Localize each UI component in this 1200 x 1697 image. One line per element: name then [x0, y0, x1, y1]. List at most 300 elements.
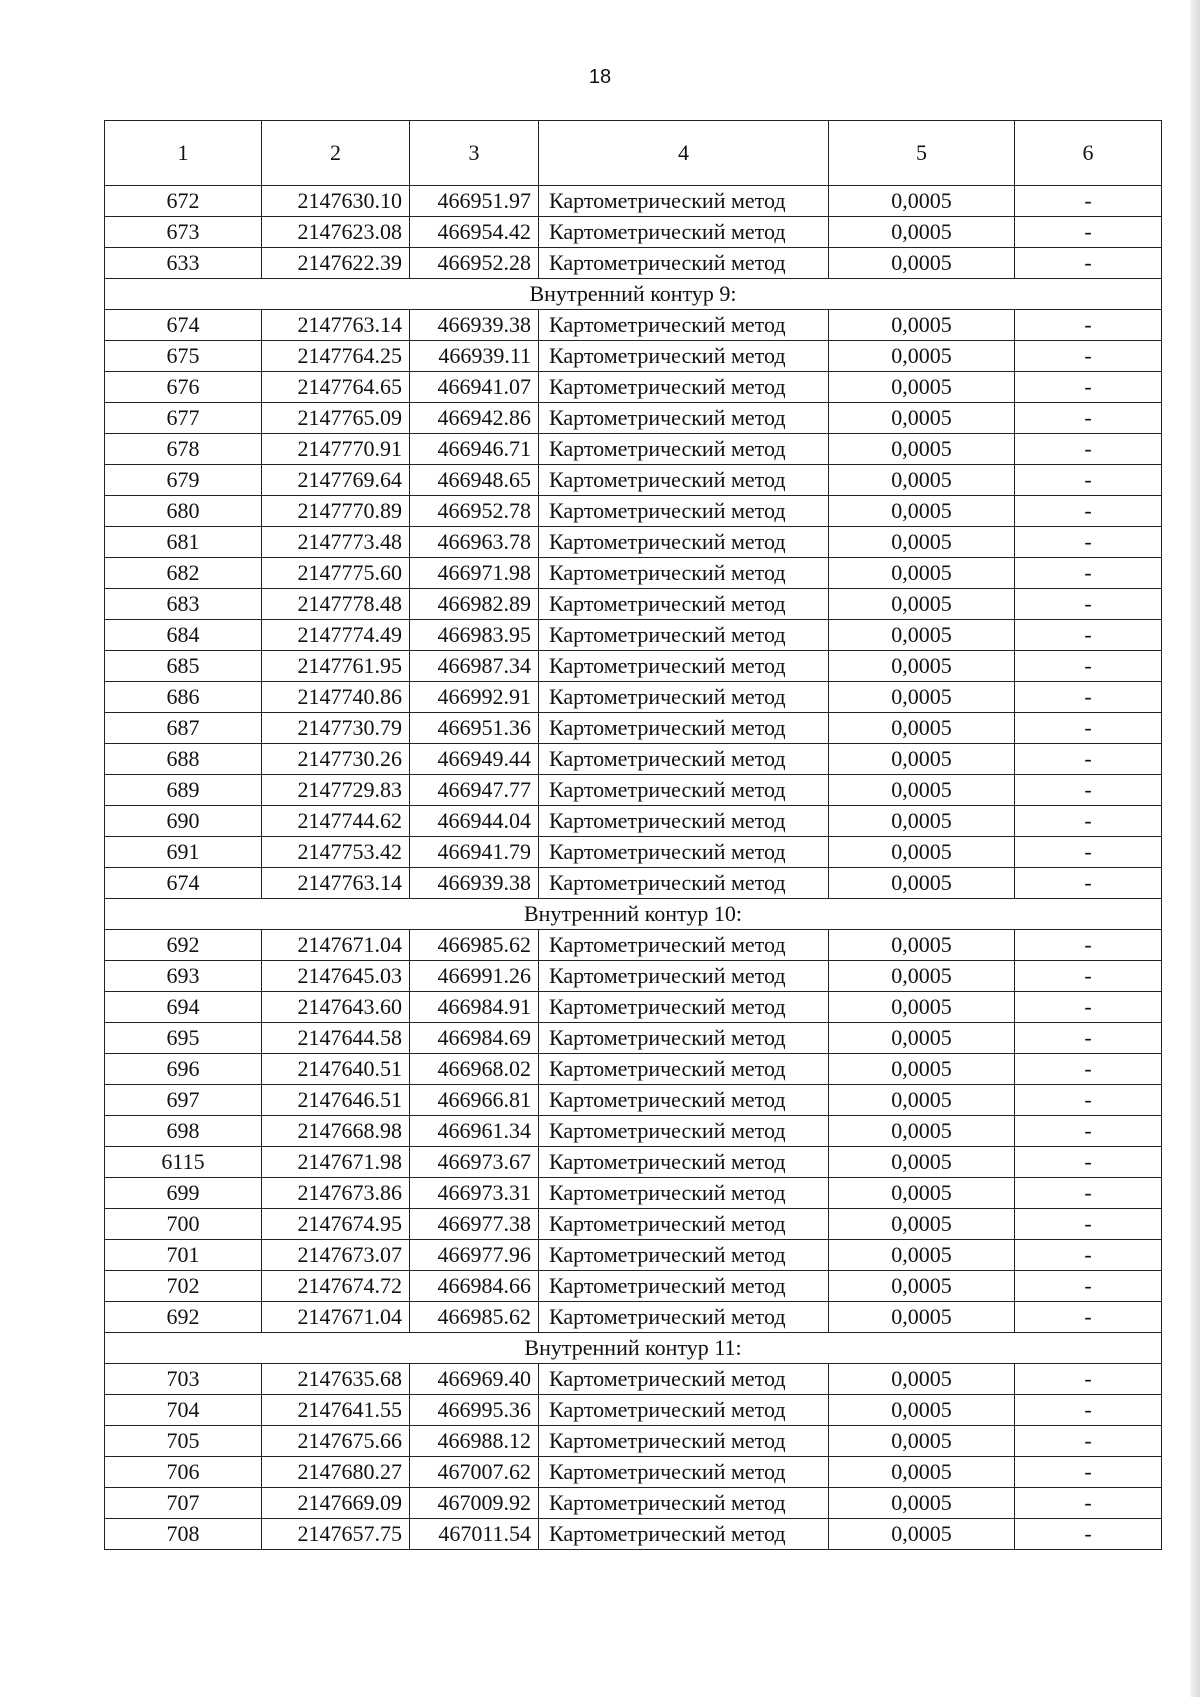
- y-coordinate-cell: 466944.04: [410, 806, 539, 837]
- x-coordinate-cell: 2147644.58: [262, 1023, 410, 1054]
- y-coordinate-cell: 466973.67: [410, 1147, 539, 1178]
- x-coordinate-cell: 2147773.48: [262, 527, 410, 558]
- method-cell: Картометрический метод: [539, 1054, 829, 1085]
- x-coordinate-cell: 2147729.83: [262, 775, 410, 806]
- table-row: [105, 837, 1162, 868]
- method-cell: Картометрический метод: [539, 713, 829, 744]
- table-body: [105, 186, 1162, 1550]
- note-cell: -: [1015, 1054, 1162, 1085]
- y-coordinate-cell: 466939.11: [410, 341, 539, 372]
- x-coordinate-cell: 2147671.98: [262, 1147, 410, 1178]
- method-cell: Картометрический метод: [539, 372, 829, 403]
- point-number-cell: 698: [105, 1116, 262, 1147]
- point-number-cell: 633: [105, 248, 262, 279]
- accuracy-cell: 0,0005: [829, 558, 1015, 589]
- note-cell: -: [1015, 713, 1162, 744]
- x-coordinate-cell: 2147744.62: [262, 806, 410, 837]
- table-row: [105, 992, 1162, 1023]
- accuracy-cell: 0,0005: [829, 1302, 1015, 1333]
- point-number-cell: 691: [105, 837, 262, 868]
- method-cell: Картометрический метод: [539, 744, 829, 775]
- point-number-cell: 683: [105, 589, 262, 620]
- method-cell: Картометрический метод: [539, 1395, 829, 1426]
- method-cell: Картометрический метод: [539, 527, 829, 558]
- y-coordinate-cell: 466985.62: [410, 930, 539, 961]
- accuracy-cell: 0,0005: [829, 837, 1015, 868]
- table-row: [105, 1240, 1162, 1271]
- table-row: [105, 1519, 1162, 1550]
- y-coordinate-cell: 466977.96: [410, 1240, 539, 1271]
- x-coordinate-cell: 2147764.65: [262, 372, 410, 403]
- method-cell: Картометрический метод: [539, 186, 829, 217]
- method-cell: Картометрический метод: [539, 1271, 829, 1302]
- table-row: [105, 1209, 1162, 1240]
- x-coordinate-cell: 2147674.72: [262, 1271, 410, 1302]
- table-row: [105, 1426, 1162, 1457]
- accuracy-cell: 0,0005: [829, 496, 1015, 527]
- method-cell: Картометрический метод: [539, 1147, 829, 1178]
- note-cell: -: [1015, 837, 1162, 868]
- note-cell: -: [1015, 1116, 1162, 1147]
- y-coordinate-cell: 466984.69: [410, 1023, 539, 1054]
- scan-edge: [1190, 0, 1200, 1697]
- x-coordinate-cell: 2147763.14: [262, 868, 410, 899]
- table-row: [105, 217, 1162, 248]
- table-row: [105, 1054, 1162, 1085]
- y-coordinate-cell: 466939.38: [410, 310, 539, 341]
- table-row: [105, 961, 1162, 992]
- accuracy-cell: 0,0005: [829, 775, 1015, 806]
- point-number-cell: 701: [105, 1240, 262, 1271]
- note-cell: -: [1015, 1457, 1162, 1488]
- note-cell: -: [1015, 341, 1162, 372]
- y-coordinate-cell: 467009.92: [410, 1488, 539, 1519]
- y-coordinate-cell: 466985.62: [410, 1302, 539, 1333]
- point-number-cell: 696: [105, 1054, 262, 1085]
- y-coordinate-cell: 466952.28: [410, 248, 539, 279]
- accuracy-cell: 0,0005: [829, 1209, 1015, 1240]
- accuracy-cell: 0,0005: [829, 1147, 1015, 1178]
- y-coordinate-cell: 466952.78: [410, 496, 539, 527]
- accuracy-cell: 0,0005: [829, 1364, 1015, 1395]
- note-cell: -: [1015, 1085, 1162, 1116]
- point-number-cell: 694: [105, 992, 262, 1023]
- point-number-cell: 708: [105, 1519, 262, 1550]
- accuracy-cell: 0,0005: [829, 403, 1015, 434]
- method-cell: Картометрический метод: [539, 310, 829, 341]
- table-row: [105, 713, 1162, 744]
- note-cell: -: [1015, 744, 1162, 775]
- method-cell: Картометрический метод: [539, 1209, 829, 1240]
- accuracy-cell: 0,0005: [829, 744, 1015, 775]
- point-number-cell: 673: [105, 217, 262, 248]
- accuracy-cell: 0,0005: [829, 1426, 1015, 1457]
- method-cell: Картометрический метод: [539, 682, 829, 713]
- table-row: [105, 1302, 1162, 1333]
- point-number-cell: 692: [105, 930, 262, 961]
- accuracy-cell: 0,0005: [829, 341, 1015, 372]
- y-coordinate-cell: 466963.78: [410, 527, 539, 558]
- accuracy-cell: 0,0005: [829, 1085, 1015, 1116]
- table-row: [105, 589, 1162, 620]
- accuracy-cell: 0,0005: [829, 310, 1015, 341]
- point-number-cell: 688: [105, 744, 262, 775]
- x-coordinate-cell: 2147671.04: [262, 930, 410, 961]
- accuracy-cell: 0,0005: [829, 527, 1015, 558]
- note-cell: -: [1015, 1271, 1162, 1302]
- accuracy-cell: 0,0005: [829, 465, 1015, 496]
- note-cell: -: [1015, 992, 1162, 1023]
- method-cell: Картометрический метод: [539, 248, 829, 279]
- table-row: [105, 651, 1162, 682]
- table-row: [105, 1364, 1162, 1395]
- accuracy-cell: 0,0005: [829, 1395, 1015, 1426]
- column-header-6: 6: [1015, 121, 1162, 186]
- accuracy-cell: 0,0005: [829, 248, 1015, 279]
- accuracy-cell: 0,0005: [829, 992, 1015, 1023]
- section-label: Внутренний контур 10:: [105, 899, 1162, 930]
- y-coordinate-cell: 466948.65: [410, 465, 539, 496]
- point-number-cell: 675: [105, 341, 262, 372]
- method-cell: Картометрический метод: [539, 620, 829, 651]
- point-number-cell: 687: [105, 713, 262, 744]
- y-coordinate-cell: 466969.40: [410, 1364, 539, 1395]
- table-row: [105, 1457, 1162, 1488]
- note-cell: -: [1015, 1023, 1162, 1054]
- point-number-cell: 697: [105, 1085, 262, 1116]
- method-cell: Картометрический метод: [539, 930, 829, 961]
- note-cell: -: [1015, 310, 1162, 341]
- table-row: [105, 434, 1162, 465]
- point-number-cell: 679: [105, 465, 262, 496]
- method-cell: Картометрический метод: [539, 775, 829, 806]
- method-cell: Картометрический метод: [539, 1488, 829, 1519]
- point-number-cell: 674: [105, 310, 262, 341]
- x-coordinate-cell: 2147778.48: [262, 589, 410, 620]
- method-cell: Картометрический метод: [539, 1364, 829, 1395]
- point-number-cell: 699: [105, 1178, 262, 1209]
- x-coordinate-cell: 2147753.42: [262, 837, 410, 868]
- point-number-cell: 706: [105, 1457, 262, 1488]
- accuracy-cell: 0,0005: [829, 589, 1015, 620]
- note-cell: -: [1015, 651, 1162, 682]
- accuracy-cell: 0,0005: [829, 434, 1015, 465]
- x-coordinate-cell: 2147763.14: [262, 310, 410, 341]
- point-number-cell: 672: [105, 186, 262, 217]
- table-row: [105, 558, 1162, 589]
- note-cell: -: [1015, 1302, 1162, 1333]
- column-header-4: 4: [539, 121, 829, 186]
- accuracy-cell: 0,0005: [829, 868, 1015, 899]
- point-number-cell: 682: [105, 558, 262, 589]
- y-coordinate-cell: 466966.81: [410, 1085, 539, 1116]
- note-cell: -: [1015, 1147, 1162, 1178]
- table-row: [105, 341, 1162, 372]
- method-cell: Картометрический метод: [539, 341, 829, 372]
- section-row: [105, 279, 1162, 310]
- point-number-cell: 700: [105, 1209, 262, 1240]
- accuracy-cell: 0,0005: [829, 1023, 1015, 1054]
- point-number-cell: 686: [105, 682, 262, 713]
- table-row: [105, 930, 1162, 961]
- method-cell: Картометрический метод: [539, 1457, 829, 1488]
- y-coordinate-cell: 466987.34: [410, 651, 539, 682]
- point-number-cell: 677: [105, 403, 262, 434]
- y-coordinate-cell: 466954.42: [410, 217, 539, 248]
- point-number-cell: 681: [105, 527, 262, 558]
- accuracy-cell: 0,0005: [829, 372, 1015, 403]
- x-coordinate-cell: 2147761.95: [262, 651, 410, 682]
- method-cell: Картометрический метод: [539, 837, 829, 868]
- accuracy-cell: 0,0005: [829, 713, 1015, 744]
- table-row: [105, 465, 1162, 496]
- accuracy-cell: 0,0005: [829, 651, 1015, 682]
- accuracy-cell: 0,0005: [829, 217, 1015, 248]
- note-cell: -: [1015, 527, 1162, 558]
- x-coordinate-cell: 2147680.27: [262, 1457, 410, 1488]
- point-number-cell: 674: [105, 868, 262, 899]
- note-cell: -: [1015, 868, 1162, 899]
- x-coordinate-cell: 2147645.03: [262, 961, 410, 992]
- note-cell: -: [1015, 930, 1162, 961]
- x-coordinate-cell: 2147769.64: [262, 465, 410, 496]
- y-coordinate-cell: 466984.91: [410, 992, 539, 1023]
- y-coordinate-cell: 466941.79: [410, 837, 539, 868]
- x-coordinate-cell: 2147675.66: [262, 1426, 410, 1457]
- x-coordinate-cell: 2147775.60: [262, 558, 410, 589]
- accuracy-cell: 0,0005: [829, 682, 1015, 713]
- section-label: Внутренний контур 9:: [105, 279, 1162, 310]
- accuracy-cell: 0,0005: [829, 1116, 1015, 1147]
- accuracy-cell: 0,0005: [829, 1271, 1015, 1302]
- point-number-cell: 705: [105, 1426, 262, 1457]
- table-row: [105, 806, 1162, 837]
- y-coordinate-cell: 466971.98: [410, 558, 539, 589]
- y-coordinate-cell: 466995.36: [410, 1395, 539, 1426]
- table-row: [105, 310, 1162, 341]
- x-coordinate-cell: 2147774.49: [262, 620, 410, 651]
- method-cell: Картометрический метод: [539, 651, 829, 682]
- accuracy-cell: 0,0005: [829, 1178, 1015, 1209]
- method-cell: Картометрический метод: [539, 992, 829, 1023]
- accuracy-cell: 0,0005: [829, 1519, 1015, 1550]
- y-coordinate-cell: 466984.66: [410, 1271, 539, 1302]
- note-cell: -: [1015, 217, 1162, 248]
- table-row: [105, 1178, 1162, 1209]
- table-row: [105, 1085, 1162, 1116]
- method-cell: Картометрический метод: [539, 1240, 829, 1271]
- table-row: [105, 744, 1162, 775]
- accuracy-cell: 0,0005: [829, 620, 1015, 651]
- x-coordinate-cell: 2147646.51: [262, 1085, 410, 1116]
- y-coordinate-cell: 466991.26: [410, 961, 539, 992]
- method-cell: Картометрический метод: [539, 806, 829, 837]
- table-row: [105, 868, 1162, 899]
- x-coordinate-cell: 2147643.60: [262, 992, 410, 1023]
- column-header-2: 2: [262, 121, 410, 186]
- note-cell: -: [1015, 465, 1162, 496]
- note-cell: -: [1015, 620, 1162, 651]
- method-cell: Картометрический метод: [539, 496, 829, 527]
- accuracy-cell: 0,0005: [829, 806, 1015, 837]
- point-number-cell: 704: [105, 1395, 262, 1426]
- accuracy-cell: 0,0005: [829, 1488, 1015, 1519]
- y-coordinate-cell: 466982.89: [410, 589, 539, 620]
- table-row: [105, 527, 1162, 558]
- table-row: [105, 1116, 1162, 1147]
- method-cell: Картометрический метод: [539, 1426, 829, 1457]
- note-cell: -: [1015, 1178, 1162, 1209]
- y-coordinate-cell: 466942.86: [410, 403, 539, 434]
- x-coordinate-cell: 2147770.91: [262, 434, 410, 465]
- table-row: [105, 1395, 1162, 1426]
- point-number-cell: 692: [105, 1302, 262, 1333]
- x-coordinate-cell: 2147674.95: [262, 1209, 410, 1240]
- note-cell: -: [1015, 1209, 1162, 1240]
- y-coordinate-cell: 466973.31: [410, 1178, 539, 1209]
- x-coordinate-cell: 2147623.08: [262, 217, 410, 248]
- note-cell: -: [1015, 682, 1162, 713]
- section-row: [105, 899, 1162, 930]
- point-number-cell: 689: [105, 775, 262, 806]
- y-coordinate-cell: 466946.71: [410, 434, 539, 465]
- table-row: [105, 1147, 1162, 1178]
- table-row: [105, 372, 1162, 403]
- method-cell: Картометрический метод: [539, 589, 829, 620]
- accuracy-cell: 0,0005: [829, 961, 1015, 992]
- note-cell: -: [1015, 1519, 1162, 1550]
- y-coordinate-cell: 466949.44: [410, 744, 539, 775]
- column-header-3: 3: [410, 121, 539, 186]
- coordinates-table: [104, 120, 1162, 1550]
- point-number-cell: 6115: [105, 1147, 262, 1178]
- x-coordinate-cell: 2147671.04: [262, 1302, 410, 1333]
- x-coordinate-cell: 2147657.75: [262, 1519, 410, 1550]
- note-cell: -: [1015, 961, 1162, 992]
- note-cell: -: [1015, 775, 1162, 806]
- y-coordinate-cell: 466947.77: [410, 775, 539, 806]
- table-row: [105, 775, 1162, 806]
- method-cell: Картометрический метод: [539, 1085, 829, 1116]
- accuracy-cell: 0,0005: [829, 1457, 1015, 1488]
- method-cell: Картометрический метод: [539, 434, 829, 465]
- method-cell: Картометрический метод: [539, 558, 829, 589]
- table-row: [105, 1023, 1162, 1054]
- point-number-cell: 685: [105, 651, 262, 682]
- point-number-cell: 702: [105, 1271, 262, 1302]
- note-cell: -: [1015, 403, 1162, 434]
- note-cell: -: [1015, 589, 1162, 620]
- note-cell: -: [1015, 248, 1162, 279]
- point-number-cell: 678: [105, 434, 262, 465]
- y-coordinate-cell: 466961.34: [410, 1116, 539, 1147]
- table-row: [105, 682, 1162, 713]
- y-coordinate-cell: 466977.38: [410, 1209, 539, 1240]
- point-number-cell: 695: [105, 1023, 262, 1054]
- point-number-cell: 707: [105, 1488, 262, 1519]
- x-coordinate-cell: 2147730.79: [262, 713, 410, 744]
- x-coordinate-cell: 2147770.89: [262, 496, 410, 527]
- method-cell: Картометрический метод: [539, 217, 829, 248]
- point-number-cell: 690: [105, 806, 262, 837]
- table-row: [105, 620, 1162, 651]
- x-coordinate-cell: 2147641.55: [262, 1395, 410, 1426]
- x-coordinate-cell: 2147730.26: [262, 744, 410, 775]
- method-cell: Картометрический метод: [539, 1116, 829, 1147]
- y-coordinate-cell: 466941.07: [410, 372, 539, 403]
- method-cell: Картометрический метод: [539, 465, 829, 496]
- note-cell: -: [1015, 558, 1162, 589]
- note-cell: -: [1015, 1426, 1162, 1457]
- y-coordinate-cell: 466951.36: [410, 713, 539, 744]
- method-cell: Картометрический метод: [539, 403, 829, 434]
- method-cell: Картометрический метод: [539, 1023, 829, 1054]
- x-coordinate-cell: 2147765.09: [262, 403, 410, 434]
- note-cell: -: [1015, 1364, 1162, 1395]
- table-row: [105, 1271, 1162, 1302]
- section-row: [105, 1333, 1162, 1364]
- point-number-cell: 676: [105, 372, 262, 403]
- note-cell: -: [1015, 1488, 1162, 1519]
- method-cell: Картометрический метод: [539, 1302, 829, 1333]
- y-coordinate-cell: 466951.97: [410, 186, 539, 217]
- point-number-cell: 684: [105, 620, 262, 651]
- column-header-1: 1: [105, 121, 262, 186]
- accuracy-cell: 0,0005: [829, 1054, 1015, 1085]
- point-number-cell: 680: [105, 496, 262, 527]
- x-coordinate-cell: 2147622.39: [262, 248, 410, 279]
- table-row: [105, 186, 1162, 217]
- method-cell: Картометрический метод: [539, 1519, 829, 1550]
- note-cell: -: [1015, 1395, 1162, 1426]
- accuracy-cell: 0,0005: [829, 930, 1015, 961]
- method-cell: Картометрический метод: [539, 1178, 829, 1209]
- y-coordinate-cell: 466983.95: [410, 620, 539, 651]
- x-coordinate-cell: 2147673.07: [262, 1240, 410, 1271]
- y-coordinate-cell: 466992.91: [410, 682, 539, 713]
- note-cell: -: [1015, 372, 1162, 403]
- method-cell: Картометрический метод: [539, 961, 829, 992]
- table-row: [105, 496, 1162, 527]
- x-coordinate-cell: 2147673.86: [262, 1178, 410, 1209]
- y-coordinate-cell: 466988.12: [410, 1426, 539, 1457]
- column-header-5: 5: [829, 121, 1015, 186]
- accuracy-cell: 0,0005: [829, 1240, 1015, 1271]
- x-coordinate-cell: 2147668.98: [262, 1116, 410, 1147]
- x-coordinate-cell: 2147630.10: [262, 186, 410, 217]
- note-cell: -: [1015, 434, 1162, 465]
- point-number-cell: 703: [105, 1364, 262, 1395]
- y-coordinate-cell: 466968.02: [410, 1054, 539, 1085]
- x-coordinate-cell: 2147764.25: [262, 341, 410, 372]
- x-coordinate-cell: 2147640.51: [262, 1054, 410, 1085]
- table-row: [105, 248, 1162, 279]
- y-coordinate-cell: 467007.62: [410, 1457, 539, 1488]
- header-row: [105, 121, 1162, 186]
- table-row: [105, 1488, 1162, 1519]
- method-cell: Картометрический метод: [539, 868, 829, 899]
- section-label: Внутренний контур 11:: [105, 1333, 1162, 1364]
- table-row: [105, 403, 1162, 434]
- note-cell: -: [1015, 806, 1162, 837]
- x-coordinate-cell: 2147740.86: [262, 682, 410, 713]
- y-coordinate-cell: 466939.38: [410, 868, 539, 899]
- x-coordinate-cell: 2147669.09: [262, 1488, 410, 1519]
- point-number-cell: 693: [105, 961, 262, 992]
- note-cell: -: [1015, 1240, 1162, 1271]
- note-cell: -: [1015, 496, 1162, 527]
- y-coordinate-cell: 467011.54: [410, 1519, 539, 1550]
